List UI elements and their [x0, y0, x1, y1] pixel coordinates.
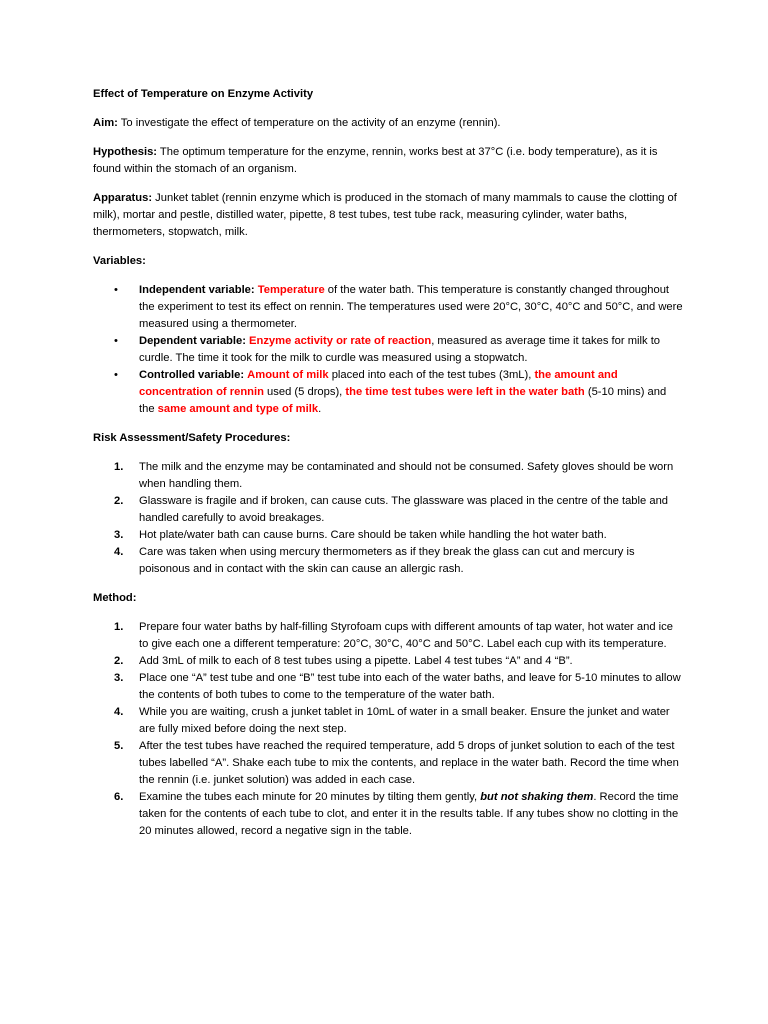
list-number: 5.	[114, 740, 124, 752]
list-text: Prepare four water baths by half-filling Styrofoam cups with different amounts of tap water, hot water and ice to give each one a different temperature: 20°C, 30°C, 40°C and 50°C. Label each cup with its temperature.	[139, 621, 673, 650]
list-text: Examine the tubes each minute for 20 minutes by tilting them gently,	[139, 791, 481, 803]
aim-paragraph	[93, 115, 683, 132]
bullet-marker: •	[114, 284, 118, 296]
list-text: Care was taken when using mercury thermometers as if they break the glass can cut and mercury is poisonous and in contact with the skin can cause an allergic rash.	[139, 546, 635, 575]
list-text: . Record the time taken for the contents of each tube to clot, and enter it in the results table. If any tubes show no clotting in the 20 minutes allowed, record a negative sign in the table.	[139, 791, 679, 837]
list-number: 3.	[114, 529, 124, 541]
list-number: 3.	[114, 672, 124, 684]
list-text: After the test tubes have reached the required temperature, add 5 drops of junket solution to each of the test tubes labelled “A”. Shake each tube to mix the contents, and replace in the water bath. Record the time when the rennin (i.e. junket solution) was added in each case.	[139, 740, 679, 786]
list-item	[93, 493, 683, 527]
independent-label: Independent variable:	[139, 284, 255, 296]
bullet-marker: •	[114, 369, 118, 381]
variables-heading: Variables:	[93, 255, 146, 267]
aim-text: To investigate the effect of temperature on the activity of an enzyme (rennin).	[117, 117, 501, 129]
list-number: 2.	[114, 655, 124, 667]
dependent-text: , measured as average time it takes for milk to curdle. The time it took for the milk to curdle was measured using a stopwatch.	[139, 335, 661, 364]
list-text: While you are waiting, crush a junket tablet in 10mL of water in a small beaker. Ensure the junket and water are fully mixed before doing the next step.	[139, 706, 670, 735]
variables-list	[93, 282, 683, 418]
controlled-highlight-1: Amount of milk	[247, 369, 329, 381]
apparatus-label: Apparatus:	[93, 192, 153, 204]
list-item	[93, 544, 683, 578]
aim-label: Aim:	[93, 117, 118, 129]
controlled-highlight-3: the time test tubes were left in the water bath	[345, 386, 585, 398]
list-item	[93, 527, 683, 544]
hypothesis-paragraph	[93, 144, 683, 178]
emphasis-text: but not shaking them	[480, 791, 594, 803]
document-page	[93, 86, 683, 852]
method-heading: Method:	[93, 592, 137, 604]
list-item	[93, 789, 683, 840]
list-item	[93, 619, 683, 653]
list-number: 1.	[114, 621, 124, 633]
list-number: 4.	[114, 546, 124, 558]
list-item	[93, 653, 683, 670]
independent-highlight: Temperature	[257, 284, 325, 296]
apparatus-text: Junket tablet (rennin enzyme which is produced in the stomach of many mammals to cause the clotting of milk), mortar and pestle, distilled water, pipette, 8 test tubes, test tube rack, measuring cylinder, water baths, thermometers, stopwatch, milk.	[93, 192, 677, 238]
list-number: 4.	[114, 706, 124, 718]
risk-heading: Risk Assessment/Safety Procedures:	[93, 432, 291, 444]
dependent-highlight: Enzyme activity or rate of reaction	[249, 335, 432, 347]
independent-text: of the water bath. This temperature is constantly changed throughout the experiment to test its effect on rennin. The temperatures used were 20°C, 30°C, 40°C and 50°C, and were measured using a thermometer.	[139, 284, 683, 330]
controlled-text-3: (5-10 mins) and the	[139, 386, 667, 415]
list-text: The milk and the enzyme may be contaminated and should not be consumed. Safety gloves should be worn when handling them.	[139, 461, 674, 490]
controlled-text-4: .	[318, 403, 322, 415]
list-text: Hot plate/water bath can cause burns. Care should be taken while handling the hot water bath.	[139, 529, 607, 541]
risk-list	[93, 459, 683, 578]
document-title: Effect of Temperature on Enzyme Activity	[93, 88, 314, 100]
list-text: Place one “A” test tube and one “B” test tube into each of the water baths, and leave for 5-10 minutes to allow the contents of both tubes to come to the temperature of the water bath.	[139, 672, 681, 701]
bullet-marker: •	[114, 335, 118, 347]
list-item	[93, 459, 683, 493]
list-text: Add 3mL of milk to each of 8 test tubes using a pipette. Label 4 test tubes “A” and 4 “B”.	[139, 655, 573, 667]
method-list	[93, 619, 683, 840]
list-number: 6.	[114, 791, 124, 803]
list-number: 1.	[114, 461, 124, 473]
controlled-text-2: used (5 drops),	[263, 386, 346, 398]
controlled-label: Controlled variable:	[139, 369, 245, 381]
dependent-label: Dependent variable:	[139, 335, 246, 347]
controlled-highlight-2: the amount and concentration of rennin	[139, 369, 618, 398]
list-item	[93, 367, 683, 418]
controlled-highlight-4: same amount and type of milk	[157, 403, 319, 415]
list-item	[93, 704, 683, 738]
apparatus-paragraph	[93, 190, 683, 241]
list-text: Glassware is fragile and if broken, can cause cuts. The glassware was placed in the centre of the table and handled carefully to avoid breakages.	[139, 495, 669, 524]
list-item	[93, 738, 683, 789]
list-item	[93, 282, 683, 333]
list-item	[93, 670, 683, 704]
list-item	[93, 333, 683, 367]
list-number: 2.	[114, 495, 124, 507]
hypothesis-text: The optimum temperature for the enzyme, rennin, works best at 37°C (i.e. body temperature), as it is found within the stomach of an organism.	[93, 146, 658, 175]
controlled-text-1: placed into each of the test tubes (3mL),	[328, 369, 535, 381]
hypothesis-label: Hypothesis:	[93, 146, 158, 158]
